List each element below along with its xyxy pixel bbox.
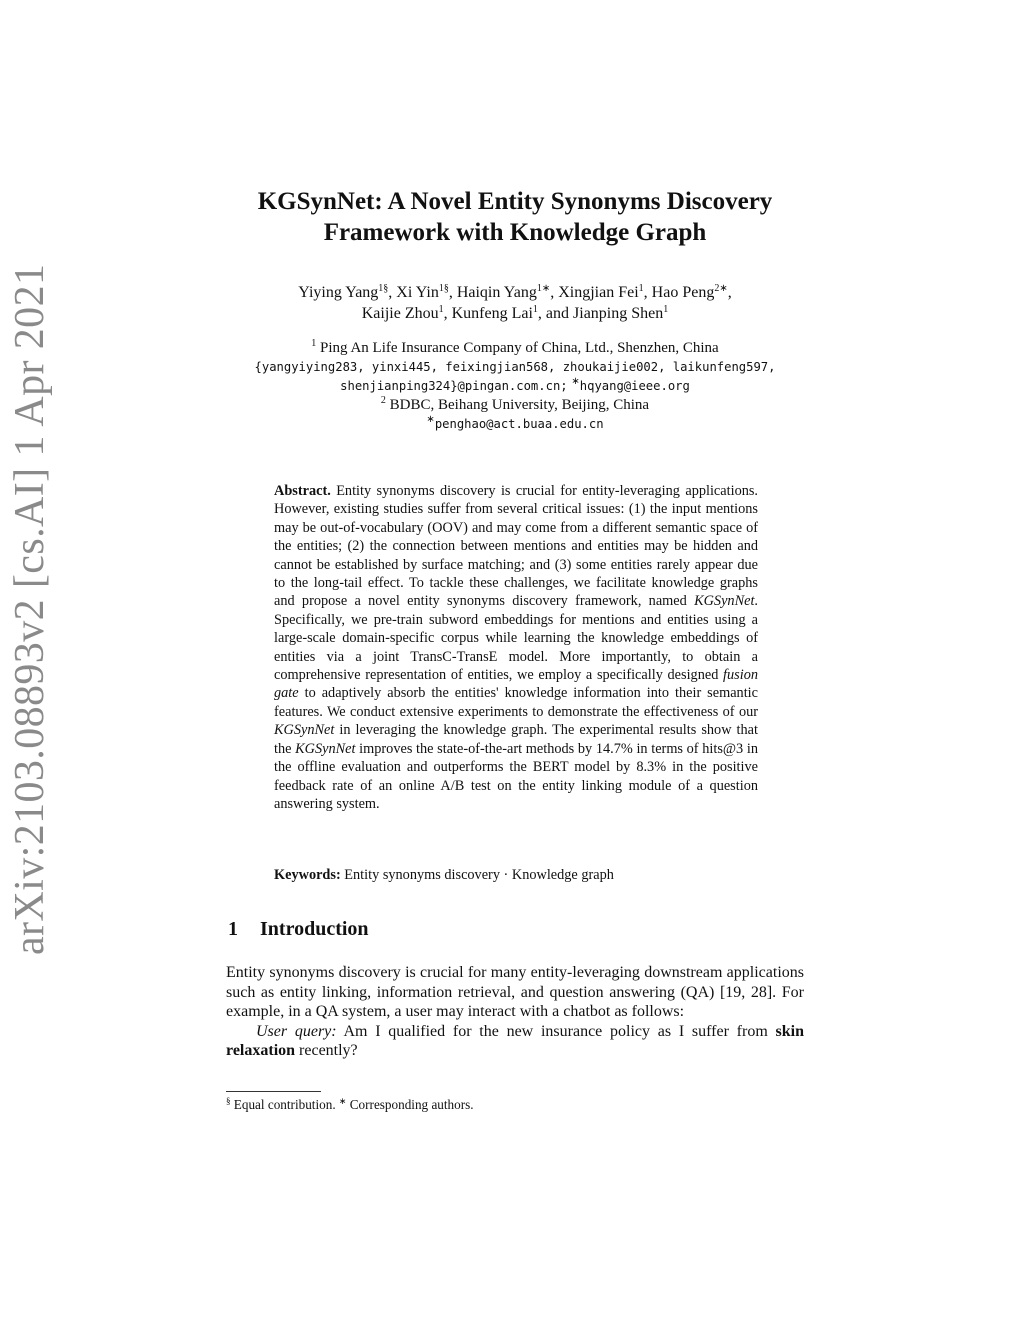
author-line-2	[210, 303, 820, 324]
affiliation-2	[210, 396, 820, 415]
intro-paragraph: Entity synonyms discovery is crucial for many entity-leveraging downstream applications such as entity linking, information retrieval, and question answering (QA) [19, 28]. For example, in a QA system, a user may interact with a chatbot as follows:	[226, 964, 804, 1021]
author-name: , Haiqin Yang	[448, 284, 537, 301]
abstract-emphasis: KGSynNet	[694, 593, 755, 610]
user-query-highlight: skin relaxation	[226, 1022, 804, 1060]
email-mark: ∗	[426, 414, 435, 425]
author-mark: 1§	[378, 283, 389, 294]
keywords-text: Entity synonyms discovery · Knowledge graph	[344, 867, 614, 883]
author-mark: 2∗	[714, 283, 728, 294]
keywords	[274, 866, 758, 885]
author-list	[210, 282, 820, 324]
author-name: , and Jianping Shen	[537, 305, 664, 322]
email-line-3	[210, 415, 820, 434]
abstract-label: Abstract.	[274, 483, 331, 499]
footnote-mark: §	[226, 1096, 231, 1106]
author-mark: 1	[663, 304, 669, 315]
author-mark: 1§	[438, 283, 449, 294]
title-line-2: Framework with Knowledge Graph	[323, 219, 707, 246]
footnote-text: Equal contribution.	[233, 1097, 336, 1112]
intro-body	[226, 963, 804, 1061]
author-name: , Xi Yin	[388, 284, 439, 301]
footnote-rule	[226, 1091, 321, 1092]
author-name: , Kunfeng Lai	[443, 305, 533, 322]
author-mark: 1	[638, 283, 644, 294]
abstract-text: to adaptively absorb the entities' knowledge information into their semantic features. We conduct extensive experiments to demonstrate the effectiveness of our	[274, 685, 758, 720]
email-line-1: {yangyiying283, yinxi445, feixingjian568, zhoukaijie002, laikunfeng597,	[254, 360, 776, 374]
abstract-text: improves the state-of-the-art methods by 14.7% in terms of hits@3 in the offline evaluation and outperforms the BERT model by 8.3% in the positive feedback rate of an online A/B test on the entity linking module of a question answering system.	[274, 740, 758, 812]
affiliation-text: BDBC, Beihang University, Beijing, China	[389, 397, 650, 413]
author-name: Kaijie Zhou	[361, 305, 439, 322]
affiliation-mark: 1	[311, 338, 317, 349]
footnote	[226, 1096, 474, 1113]
abstract-text: in leveraging the knowledge graph. The experimental results show that the	[274, 722, 758, 757]
user-query-paragraph	[226, 1022, 804, 1061]
email-text: shenjianping324}@pingan.com.cn;	[340, 379, 568, 393]
keywords-label: Keywords:	[274, 867, 341, 883]
author-mark: 1∗	[536, 283, 551, 294]
abstract-text: Entity synonyms discovery is crucial for entity-leveraging applications. However, existing studies suffer from several critical issues: (1) the input mentions may be out-of-vocabulary (OOV) and may come from a different semantic space of the entities; (2) the connection between mentions and entities may be hidden and cannot be established by surface matching; and (3) some entities rarely appear due to the long-tail effect. To tackle these challenges, we facilitate knowledge graphs and propose a novel entity synonyms discovery framework, named	[274, 483, 759, 610]
email-text: penghao@act.buaa.edu.cn	[434, 417, 604, 431]
paper-title	[210, 186, 820, 248]
user-query-tail: recently?	[299, 1042, 358, 1060]
affiliations	[210, 339, 820, 434]
footnote-text: Corresponding authors.	[349, 1097, 474, 1112]
section-title: Introduction	[260, 918, 369, 940]
affiliation-1	[210, 339, 820, 358]
abstract-emphasis: KGSynNet	[295, 740, 356, 757]
email-mark: ∗	[571, 376, 580, 387]
user-query-label: User query:	[256, 1022, 337, 1040]
author-separator: ,	[727, 284, 732, 301]
author-mark: 1	[532, 304, 538, 315]
email-text: hqyang@ieee.org	[579, 379, 690, 393]
footnote-mark: ∗	[338, 1096, 347, 1106]
abstract-emphasis: KGSynNet	[274, 722, 335, 739]
abstract-emphasis: fusion gate	[274, 667, 758, 702]
section-number: 1	[228, 918, 238, 940]
author-name: , Xingjian Fei	[550, 284, 639, 301]
email-line-2	[210, 377, 820, 396]
author-name: Yiying Yang	[298, 284, 379, 301]
arxiv-side-stamp: arXiv:2103.08893v2 [cs.AI] 1 Apr 2021	[7, 263, 53, 955]
abstract	[274, 482, 758, 813]
title-line-1: KGSynNet: A Novel Entity Synonyms Discovery	[257, 188, 773, 215]
affiliation-text: Ping An Life Insurance Company of China, Ltd., Shenzhen, China	[320, 340, 719, 356]
abstract-text: . Specifically, we pre-train subword embeddings for mentions and entities using a large-scale domain-specific corpus while learning the knowledge embeddings of entities via a joint TransC-TransE model. More importantly, to obtain a comprehensive representation of entities, we employ a specifically designed	[274, 593, 758, 684]
section-heading	[228, 918, 369, 941]
author-name: , Hao Peng	[643, 284, 715, 301]
author-mark: 1	[438, 304, 444, 315]
author-line-1	[210, 282, 820, 303]
user-query-text: Am I qualified for the new insurance policy as I suffer from	[343, 1022, 768, 1040]
affiliation-mark: 2	[380, 395, 386, 406]
